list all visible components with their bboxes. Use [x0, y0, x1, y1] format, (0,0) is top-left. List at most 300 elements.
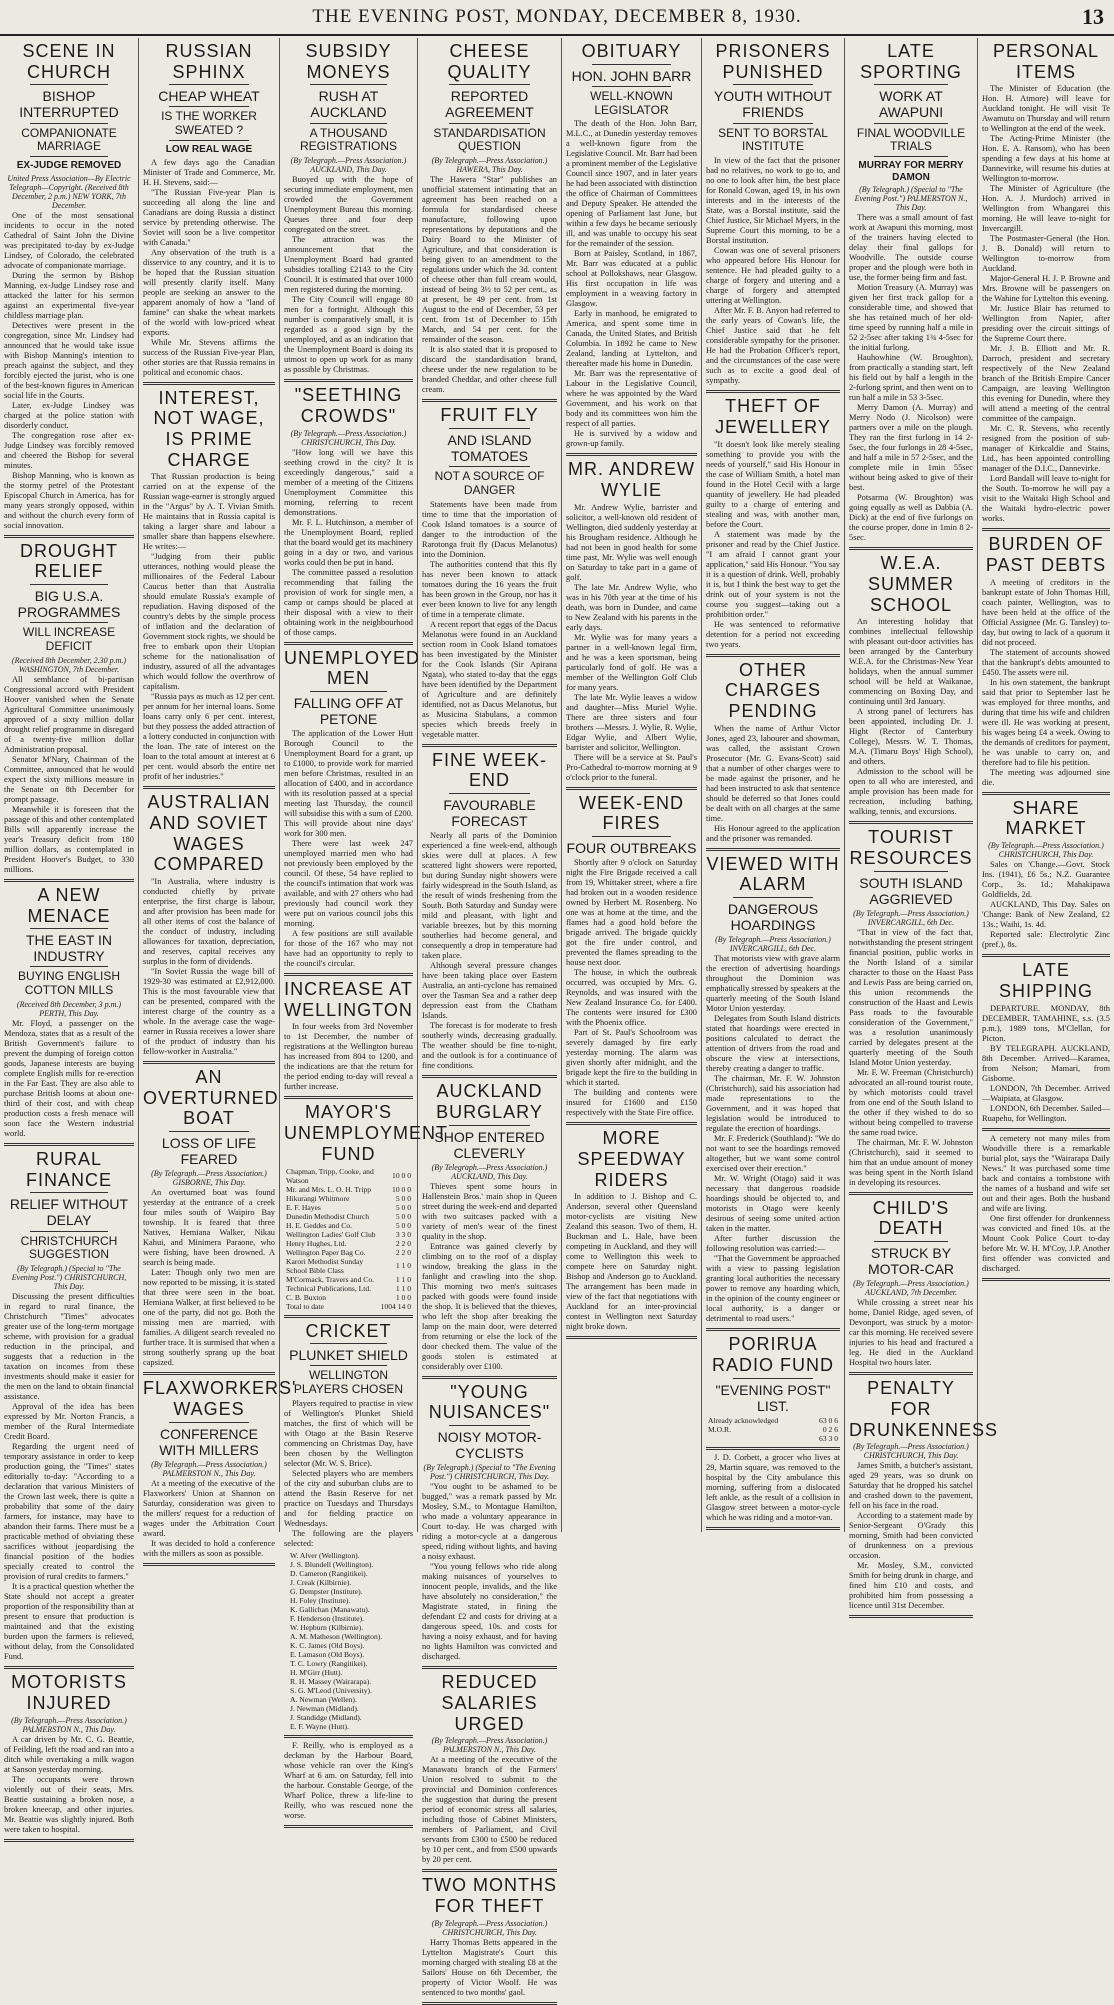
article-divider — [982, 954, 1110, 957]
paragraph: Approval of the idea has been expressed by Mr. Norton Francis, a member of the Rural Intermediate Credit Board. — [4, 1402, 134, 1442]
article-body — [422, 831, 557, 1071]
article-body — [849, 1298, 973, 1368]
table-row — [284, 1203, 413, 1212]
paragraph: A few days ago the Canadian Minister of Trade and Commerce, Mr. H. H. Stevens, said:— — [143, 157, 275, 187]
paragraph: Mr. J. B. Elliott and Mr. R. Darroch, president and secretary respectively of the New Zealand branch of the British Empire Cancer Campaign, are leaving Wellington this evening for Dunedin, where they will attend a meeting of the central committee of the campaign. — [982, 344, 1110, 424]
table-cell-name: Hikurangi Whitmore — [286, 1193, 350, 1203]
article-divider — [422, 1376, 557, 1379]
headline-rule — [592, 64, 671, 65]
subheadline: STANDARDISATION QUESTION — [433, 125, 546, 154]
article — [706, 854, 840, 1325]
column-5 — [562, 38, 702, 1532]
list-item: E. F. Wayne (Hutt). — [290, 1721, 349, 1731]
article — [849, 827, 973, 1188]
table-cell-amount: 2 2 0 — [395, 1238, 411, 1248]
paragraph: The application of the Lower Hutt Borough Council to the Unemployment Board for a grant, up to £1000, to provide work for married men before Christmas, resulted in an allocation of £400, and in accordance with its resolution passed at a special meeting last Thursday, the council will subsidise this with a sum of £200. This will provide about nine days' work for 300 men. — [284, 729, 413, 839]
table-cell-amount: 5 0 0 — [395, 1193, 411, 1203]
list-item: A. Newman (Wellen). — [290, 1694, 357, 1704]
table-row — [706, 1425, 840, 1434]
column-8 — [978, 38, 1114, 1532]
paragraph: Merry Damon (A. Murray) and Merry Nodo (J. Nicolson) were partners over a mile on the plough. They ran the first furlong in 14 2-5sec, the four furlongs in 28 4-5sec, and half a mile in 57 2-5sec, and the complete mile in 1min 55sec without being asked to give of their best. — [849, 403, 973, 493]
paragraph: The Minister of Education (the Hon. H. Atmore) will leave for Auckland tonight. He will visit Te Awamutu on Thursday and will return to Wellington at the end of the week. — [982, 84, 1110, 134]
paragraph: Mr. C. R. Stevens, who recently resigned from the position of sub-manager of Kirkcaldie and Stains, Ltd., has been appointed controlling manager of the D.I.C., Dannevirke. — [982, 424, 1110, 474]
paragraph: The Acting-Prime Minister (the Hon. E. A. Ransom), who has been spending a few days at his home at Dannevirke, will resume his duties at Wellington to-morrow. — [982, 134, 1110, 184]
headline-rule — [30, 584, 108, 585]
subheadline: NOT A SOURCE OF DANGER — [434, 469, 545, 497]
article — [143, 41, 275, 378]
paragraph: "That in view of the fact that, notwithstanding the present stringent financial position, public works in the North Island of a similar character to those on the Haast Pass and Lewis Pass are being carried on, this union recommends the construction of the Haast and Lewis Pass roads to the favourable consideration of the Government," was a resolution unanimously carried by delegates present at the quarterly meeting of the South Island Motor Union yesterday. — [849, 927, 973, 1067]
headline: PRISONERS PUNISHED — [715, 41, 831, 82]
paragraph: Admission to the school will be open to all who are interested, and ample provision has been made for recreation, including bathing, walking, tennis, and excursions. — [849, 767, 973, 817]
article-body — [422, 1482, 557, 1662]
subheadline: RELIEF WITHOUT DELAY — [9, 1196, 129, 1229]
article — [284, 1741, 413, 1821]
article — [422, 750, 557, 1072]
dateline: (By Telegraph.—Press Association.) INVERCARGILL, 6th Dec. — [853, 908, 969, 927]
headline-rule — [169, 106, 248, 107]
article-body — [849, 928, 973, 1188]
headline-rule — [169, 1131, 248, 1132]
table-cell-amount: 63 3 0 — [819, 1433, 838, 1443]
dateline: (By Telegraph.—Press Association.) CHRISTCHURCH, This Day. — [988, 841, 1104, 860]
headline-rule — [169, 84, 248, 85]
dateline: (Received 8th December, 2.30 p.m.) WASHINGTON, 7th December. — [11, 655, 127, 674]
headline: TWO MONTHS FOR THEFT — [422, 1875, 557, 1917]
headline-rule — [449, 1125, 530, 1126]
list-item: J. Standidge (Midland). — [290, 1712, 362, 1722]
subheadline: LOSS OF LIFE FEARED — [161, 1135, 257, 1168]
article — [143, 1067, 279, 1368]
article-body — [982, 1134, 1110, 1274]
paragraph: His Honour agreed to the application and the prisoner was remanded. — [706, 823, 840, 843]
list-item: K. C. James (Old Boys). — [290, 1640, 365, 1650]
subheadline: FALLING OFF AT PETONE — [293, 694, 404, 727]
paragraph: At a meeting of the executive of the Manawatu branch of the Farmers' Union resolved to submit to the provincial and Dominion conferences the suggestion that during the present period of economic stress all salaries, including those of Cabinet Ministers, members of Parliament, and Civil servants from £300 to £500 be reduced by 10 per cent., and from £500 upwards by 20 per cent. — [422, 1755, 557, 1865]
article-body — [422, 175, 557, 395]
article-divider — [143, 382, 275, 385]
headline: DROUGHT RELIEF — [20, 540, 118, 582]
article-divider — [982, 528, 1110, 531]
subheadline: IS THE WORKER SWEATED ? — [161, 109, 257, 138]
paragraph: The occupants were thrown violently out of their seats, Mrs. Beattie sustaining a broken nose, a broken kneecap, and other injuries. Mr. Beattie was slightly injured. Both were taken to hospital. — [4, 1774, 134, 1834]
article — [566, 41, 697, 449]
table-cell-amount: 5 0 0 — [395, 1202, 411, 1212]
paragraph: It was decided to hold a conference with the millers as soon as possible. — [143, 1538, 275, 1558]
article-divider — [4, 535, 134, 538]
paragraph: Players required to practise in view of Wellington's Plunket Shield matches, the first of which will be with Otago at the Basin Reserve commencing on Christmas Day, have been chosen by the Wellington selector (Mr. W. S. Brice). — [284, 1398, 413, 1468]
paragraph: Lord Bandall will leave to-night for the South. To-morrow he will pay a visit to the Waitaki High School and the Waitaki hydro-electric power works. — [982, 474, 1110, 524]
headline-rule — [30, 123, 108, 124]
headline-rule — [30, 622, 108, 623]
table-cell-name: H. E. Geddes and Co. — [286, 1220, 353, 1230]
headline: AN OVERTURNED BOAT — [143, 1067, 279, 1129]
paragraph: Detectives were present in the congregation, since Mr. Lindsey had announced that he would take issue with Bishop Manning's intention to preach against the subject, and they forcibly ejected the jurist, who is one of the best-known figures in American social life in the Courts. — [4, 320, 134, 400]
article-body — [566, 503, 697, 783]
article — [284, 647, 421, 970]
table-row — [284, 1185, 413, 1194]
article — [706, 1334, 840, 1443]
table-row — [284, 1230, 413, 1239]
paragraph: Delegates from South Island districts stated that hoardings were erected in positions calculated to detract the attention of drivers from the road and obscure the view at intersections, thereby creating a danger to traffic. — [706, 1014, 840, 1074]
paragraph: In view of the fact that the prisoner had no relatives, no work to go to, and no one to look after him, the best place for Ronald Cowan, aged 19, in his own interests and in the interests of the State, was a Borstal institute, said the Chief Justice, Sir Michael Myers, in the Supreme Court this morning, to be a Borstal institution. — [706, 156, 840, 246]
table-row — [284, 1284, 413, 1293]
headline-rule — [449, 466, 530, 467]
subheadline: HON. JOHN BARR — [571, 67, 692, 84]
subheadline: REPORTED AGREEMENT — [445, 88, 534, 121]
headline: FLAXWORKERS' WAGES — [143, 1378, 297, 1419]
paragraph: Mr. Andrew Wylie, barrister and solicitor, a well-known old resident of Wellington, died suddenly yesterday at his Brougham residence. Although he had not been in good health for some time past, Mr. Wylie was well enough on Saturday to take part in a game of golf. — [566, 502, 697, 582]
article-body — [706, 724, 840, 844]
headline-rule — [874, 1241, 948, 1242]
article-divider — [422, 1869, 557, 1872]
list-item: J. Creak (Kilbirnie). — [290, 1577, 352, 1587]
subheadline: WELL-KNOWN LEGISLATOR — [590, 88, 673, 117]
table-cell-amount: 5 0 0 — [395, 1211, 411, 1221]
headline-rule — [592, 86, 671, 87]
table-cell-amount: 3 3 0 — [395, 1229, 411, 1239]
paragraph: The committee passed a resolution recommending that failing the provision of work for single men, a camp or camps should be placed at their disposal with a view to their obtaining work in the neighbourhood of those camps. — [284, 567, 413, 637]
headline: RURAL FINANCE — [25, 1148, 112, 1190]
table-row — [284, 1194, 413, 1203]
headline-rule — [310, 84, 387, 85]
headline-rule — [733, 1378, 813, 1379]
paragraph: A recent report that eggs of the Dacus Melanotus were found in an Auckland section room in Cook Island tomatoes has been investigated by the Minister for the Cook Islands (Sir Apirana Ngata), who stated to-day that the eggs have been identified by the Department of Agriculture and are definitely identified, not as Dacus Melanotus, but as Musicina Stabulans, a common species which breeds freely in vegetable matter. — [422, 619, 557, 739]
paragraph: There was a small amount of fast work at Awapuni this morning, most of the trainers having elected to delay their final gallops for Woodville. The outside course proper and the plough were both in use, the former being firm and fast. — [849, 213, 973, 283]
subheadline: SHOP ENTERED CLEVERLY — [434, 1128, 545, 1161]
article — [422, 1672, 557, 1865]
list-item: W. Hepburn (Kilbirnie). — [290, 1622, 364, 1632]
paragraph: Hauhowhine (W. Broughton), from practically a standing start, left his field out by half a length in the 2-furlong sprint, and then went on to run half a mile in 53 3-5sec. — [849, 353, 973, 403]
paragraph: He was sentenced to reformative detention for a period not exceeding two years. — [706, 619, 840, 649]
article-divider — [849, 1615, 973, 1618]
article — [284, 1321, 413, 1731]
article — [422, 1382, 557, 1663]
paragraph: Reported sale: Electrolytic Zinc (pref.), 8s. — [982, 930, 1110, 950]
paragraph: In addition to J. Bishop and C. Anderson, several other Queensland motor-cyclists are visiting New Zealand this season. Two of them, H. Buckman and L. Hale, have been competing in Auckland, and they will come to Wellington this week to compete here on Saturday night. Bishop and Anderson go to Auckland. The arrangement has been made in view of the fact that negotiations with Auckland for an inter-provincial contest in Wellington next Saturday night broke down. — [566, 1192, 697, 1332]
headline-rule — [30, 1231, 108, 1232]
paragraph: "How long will we have this seething crowd in the city? It is exceedingly dangerous," said a member of a meeting of the Citizens Unemployment Committee this morning, referring to recent demonstrations. — [284, 447, 413, 517]
article — [4, 885, 134, 1139]
paragraph: James Smith, a butcher's assistant, aged 29 years, was so drunk on Saturday that he dropped his satchel and crashed down to the pavement, fell on his face in the road. — [849, 1461, 973, 1511]
headline: TOURIST RESOURCES — [849, 827, 973, 868]
paragraph: Nearly all parts of the Dominion experienced a fine week-end, although skies were dull at places. A few scattered light showers were reported, but during Sunday night showers were fairly widespread in the South Island, as the result of winds freshening from the South. Both Saturday and Sunday were mild and pleasant, with light and variable breezes, but by this morning southerlies had become general, and consequently a drop in temperature had taken place. — [422, 831, 557, 961]
paragraph: The following are the players selected: — [284, 1528, 413, 1548]
headline: "SEETHING CROWDS" — [294, 385, 403, 426]
article-divider — [284, 1825, 413, 1828]
table-row — [284, 1212, 413, 1221]
table-cell-name — [706, 1434, 808, 1443]
article-divider — [566, 787, 697, 790]
headline: REDUCED SALARIES URGED — [441, 1672, 538, 1734]
paragraph: One of the most sensational incidents to occur in the noted Cathedral of Saint John the Divine was precipitated to-day by ex-Judge Lindsey, of Colorado, the celebrated advocate of companionate marriage. — [4, 210, 134, 270]
table-row — [706, 1416, 840, 1425]
paragraph: There were last week 247 unemployed married men who had not previously been employed by the council. Of these, 54 have replied to the council's intimation that work was available, and with 27 others who had previously had council work they were put on various council jobs this morning. — [284, 839, 413, 929]
table-cell-name: M'Cormack, Travers and Co. — [286, 1274, 375, 1284]
paragraph: When the name of Arthur Victor Jones, aged 23, labourer and showman, was called, the assistant Crown Prosecutor (Mr. G. Evans-Scott) said that a number of other charges were to be made against the prisoner, and he had been instructed to ask that sentence should be deferred so that Jones could be dealt with on all charges at the same time. — [706, 723, 840, 823]
subheadline: EX-JUDGE REMOVED — [16, 160, 122, 172]
dateline: (By Telegraph.—Press Association.) CHRISTCHURCH, This Day. — [290, 428, 407, 447]
paragraph: He is survived by a widow and grown-up family. — [566, 429, 697, 449]
paragraph: Mr. W. Wright (Otago) said it was necessary that dangerous roadside hoardings should be objected to, and motorists in Otago were keenly desirous of seeing some united action taken in the matter. — [706, 1174, 840, 1234]
headline-rule — [310, 123, 387, 124]
table-cell-amount: 2 2 0 — [395, 1247, 411, 1257]
paragraph: Born at Paisley, Scotland, in 1867, Mr. Barr was educated at a public school at Pollokshaws, near Glasgow. His first occupation in life was employment in a weaving factory in Glasgow. — [566, 249, 697, 309]
article-body — [422, 1755, 557, 1865]
headline-rule — [449, 1425, 530, 1426]
paragraph: That Russian production is being carried on at the expense of the Russian wage-earner is strongly argued in the "Argus" by A. T. Vivian Smith. He maintains that in Russia capital is taking a larger share and labour a smaller share than happens elsewhere. He writes:— — [143, 472, 275, 552]
paragraph: According to a statement made by Senior-Sergeant O'Grady this morning, Smith had been convicted of drunkenness on a previous occasion. — [849, 1511, 973, 1561]
article-divider — [143, 1061, 275, 1064]
paragraph: A car driven by Mr. C. G. Beattie, of Feilding, left the road and ran into a ditch while overtaking a milk wagon at Sanson yesterday morning. — [4, 1734, 134, 1774]
fund-table — [284, 1167, 413, 1311]
headline: AUCKLAND BURGLARY — [436, 1081, 543, 1122]
paragraph: A strong panel of lecturers has been appointed, including Dr. J. Hight (Rector of Canterbury College), Messrs. W. T. Thomas, M.A. (Timaru Boys' High School), and others. — [849, 707, 973, 767]
paragraph: "You young fellows who ride along making nuisances of yourselves to innocent people, invalids, and the like have absolutely no consideration," the Magistrate stated, in fining the defendant £2 and costs for driving at a dangerous speed, 10s. and costs for having a noisy exhaust, and for having no lights Hamilton was convicted and discharged. — [422, 1562, 557, 1662]
headline-rule — [874, 123, 948, 124]
headline: PENALTY FOR DRUNKENNESS — [849, 1378, 999, 1440]
article-divider — [284, 1315, 413, 1318]
paragraph: Shortly after 9 o'clock on Saturday night the Fire Brigade received a call from 19, Whittaker street, where a fire had broken out in a wooden residence owned by Herbert M. Rosenberg. No one was at home at the time, and the flames had a good hold before the brigade arrived. The brigade quickly got the fire under control, and prevented the flames spreading to the house next door. — [566, 858, 697, 968]
table-cell-name: Karori Methodist Sunday School Bible Class — [286, 1256, 364, 1275]
headline: AUSTRALIAN AND SOVIET WAGES COMPARED — [147, 792, 271, 875]
paragraph: Mr. F. W. Freeman (Christchurch) advocated an all-round tourist route, by which motorists could travel from one end of the South Island to the other if they wished to do so without being compelled to traverse the same road twice. — [849, 1067, 973, 1137]
headline-rule — [449, 428, 530, 429]
paragraph: Mr. F. L. Hutchinson, a member of the Unemployment Board, replied that the board would get its machinery going in a day or two, and various works could then be put in hand. — [284, 517, 413, 567]
dateline: United Press Association—By Electric Telegraph—Copyright. (Received 8th December, 2 p.m.) NEW YORK, 7th December. — [7, 173, 131, 210]
fund-table — [706, 1416, 840, 1443]
headline: RUSSIAN SPHINX — [165, 41, 253, 82]
article-divider — [849, 821, 973, 824]
table-cell-name: Dunedin Methodist Church — [286, 1211, 370, 1221]
paragraph: The forecast is for moderate to fresh southerly winds, decreasing gradually. The weather should be fine to-night, and the outlook is for a continuance of fine conditions. — [422, 1021, 557, 1071]
article-body — [849, 213, 973, 543]
headline: MORE SPEEDWAY RIDERS — [577, 1128, 686, 1190]
article-body — [284, 1741, 413, 1821]
dateline: (By Telegraph.—Press Association.) AUCKLAND, This Day. — [290, 156, 407, 175]
headline: LATE SPORTING — [860, 41, 962, 82]
paragraph: Mr. Justice Blair has returned to Wellington from Napier, after presiding over the circuit sittings of the Supreme Court there. — [982, 304, 1110, 344]
subheadline: DANGEROUS HOARDINGS — [727, 900, 819, 934]
subheadline: THE EAST IN INDUSTRY — [25, 932, 113, 965]
dateline: (By Telegraph.—Press Association.) GISBORNE, This Day. — [151, 1169, 267, 1188]
paragraph: DEPARTURE. MONDAY, 8th DECEMBER. TAMAHINE, s.s. (3.5 p.m.), 1989 tons, M'Clellan, for Picton. — [982, 1003, 1110, 1043]
masthead-title: THE EVENING POST, MONDAY, DECEMBER 8, 1930. — [312, 6, 802, 27]
paragraph: The death of the Hon. John Barr, M.L.C., at Dunedin yesterday removes a well-known figure from the Legislative Council. Mr. Barr had been a prominent member of the Legislative Council since 1907, and in later years he had been associated with distinction the office of Chairman of Committees and Deputy Speaker. He attended the opening of Parliament last June, but within a few days he became seriously ill, and was unable to occupy his seat for the remainder of the session. — [566, 119, 697, 249]
article-divider — [706, 1527, 840, 1530]
paragraph: The Minister of Agriculture (the Hon. A. J. Murdoch) arrived in Wellington from Whangarei this morning. He will leave to-night for Invercargill. — [982, 184, 1110, 234]
paragraph: J. D. Corbett, a grocer who lives at 29, Martin square, was removed to the hospital by the City ambulance this morning, suffering from a dislocated left ankle, as the result of a collision in Glasgow street between a motor-cycle which he was riding and a motor-van. — [706, 1452, 840, 1522]
column-4 — [418, 38, 562, 1997]
paragraph: Later: Though only two men are now reported to be missing, it is stated that three were seen in the boat. Hemiana Walker, at first believed to be one of the party, did not go. Both the missing men are married, with families. A diligent search revealed no further trace. It is surmised that when a strong southerly sprang up the boat capsized. — [143, 1268, 275, 1368]
headline-rule — [30, 966, 108, 967]
article-body — [706, 954, 840, 1324]
players-list — [284, 1551, 413, 1731]
table-cell-name: M.O.R. — [708, 1424, 731, 1434]
article-body — [143, 877, 275, 1057]
article — [849, 1378, 999, 1611]
table-row — [284, 1221, 413, 1230]
article-divider — [566, 453, 697, 456]
paragraph: LONDON, 6th December. Sailed—Ruapehu, for Wellington. — [982, 1103, 1110, 1123]
subheadline: WORK AT AWAPUNI — [878, 88, 944, 121]
article-divider — [284, 642, 413, 645]
paragraph: Meanwhile it is foreseen that the passage of this and other contemplated Bills will apparently increase the year's Treasury deficit from 180 million dollars, as contemplated in President Hoover's Budget, to 330 millions. — [4, 804, 135, 874]
paragraph: That motorists view with grave alarm the erection of advertising hoardings throughout the Dominion was emphatically stressed by speakers at the quarterly meeting of the South Island Motor Union yesterday. — [706, 954, 840, 1014]
paragraph: While Mr. Stevens affirms the success of the Russian Five-year Plan, other stories are that Russia remains in political and economic chaos. — [143, 337, 275, 377]
paragraph: Mr. Floyd, a passenger on the Mendoza, states that as a result of the British Government's failure to prevent the dumping of foreign cotton goods, Japanese interests are buying complete English mills for re-erection in the Far East. They are also able to purchase British looms at about one-third of their cost, and with cheap production costs a fresh menace will soon face the Western industrial world. — [4, 1018, 134, 1138]
subheadline: SOUTH ISLAND AGGRIEVED — [859, 874, 963, 907]
table-cell-name: Wellington Ladies' Golf Club — [286, 1229, 376, 1239]
article — [706, 660, 840, 844]
subheadline: CHRISTCHURCH SUGGESTION — [20, 1233, 118, 1262]
paragraph: Entrance was gained cleverly by climbing on to the roof of a display window, breaking the glass in the fanlight and crawling into the shop. This morning two men's suitcases packed with goods were found inside the shop. It is believed that the thieves, who left the shop after breaking the lamp on the main door, were deterred from returning or else the lock of the door checked them. The value of the goods stolen is estimated at considerably over £100. — [422, 1241, 557, 1371]
article — [566, 459, 697, 782]
paragraph: While crossing a street near his home, Daniel Ridge, aged seven, of Devonport, was struck by a motor-car this morning. He received severe injuries to his head and fractured a leg. He died in the Auckland Hospital two hours later. — [849, 1298, 973, 1368]
article-body — [143, 1479, 275, 1559]
headline-rule — [874, 871, 948, 872]
article-divider — [706, 390, 840, 393]
article-body — [982, 860, 1110, 950]
table-cell-amount: 1 1 0 — [395, 1283, 411, 1293]
list-item: F. Henderson (Institute). — [290, 1613, 365, 1623]
article-body — [849, 1461, 973, 1611]
article — [849, 553, 973, 817]
paragraph: Statements have been made from time to time that the importation of Cook Island tomatoes is a source of danger to the introduction of the Rarotonga fruit fly (Dacus Melanotus) into the Dominion. — [422, 499, 557, 559]
article — [4, 41, 134, 531]
article — [706, 396, 840, 649]
paragraph: Part of St. Paul's Schoolroom was severely damaged by fire early yesterday morning. The alarm was given shortly after midnight, and the brigade kept the fire to the building in which it started. — [566, 1028, 697, 1088]
paragraph: Cowan was one of several prisoners who appeared before His Honour for sentence. He had pleaded guilty to a charge of forgery and uttering and a charge of forgery and attempted uttering at Wellington. — [706, 246, 840, 306]
paragraph: In four weeks from 3rd November to 1st December, the number of registrations at the Wellington bureau has increased from 804 to 1200, and the indications are that the return for the period ending to-day will reveal a further increase. — [284, 1022, 413, 1092]
list-item: W. Alver (Wellington). — [290, 1550, 360, 1560]
article-divider — [422, 2002, 557, 2005]
paragraph: The Hawera "Star" publishes an unofficial statement intimating that an agreement has been reached on a formula for standardised cheese manufacture, following upon representations by deputations and the Dairy Board to the Minister of Agriculture, and that consideration is being given to an amendment to the regulations under which the 3d. content of cheese other than full cream would, instead of being 3½ to 52 per cent., as at present, be 49 per cent. from 1st August to the end of December, 53 per cent. from 1st of December to 15th March, and 54 per cent. for the remainder of the season. — [422, 175, 557, 345]
headline-rule — [30, 156, 108, 157]
table-cell-amount: 0 2 6 — [822, 1424, 838, 1434]
article — [566, 793, 697, 1118]
headline-rule — [449, 84, 530, 85]
subheadline: MURRAY FOR MERRY DAMON — [858, 160, 964, 183]
article-divider — [982, 1128, 1110, 1131]
headline: CRICKET — [305, 1320, 392, 1341]
table-row — [284, 1248, 413, 1257]
paragraph: The statement of accounts showed that the bankrupt's debts amounted to £450. The assets were nil. — [982, 647, 1110, 677]
article — [982, 960, 1110, 1123]
dateline: (By Telegraph.) (Special to "The Evening Post.") CHRISTCHURCH, This Day. — [423, 1463, 556, 1482]
article — [143, 792, 275, 1057]
paragraph: The house, in which the outbreak occurred, was occupied by Mrs. G. Reynolds, and was insured with the New Zealand Insurance Co. for £400. The contents were insured for £300 with the Phoenix office. — [566, 968, 697, 1028]
paragraph: A statement was made by the prisoner and read by the Chief Justice. "I am afraid I cannot grant your application," said His Honour. "You say it is a question of drink. Well, probably it is, but I think the best way to get the drink out of your system is not the course you suggest—taking out a prohibition order." — [706, 529, 840, 619]
paragraph: Mr. Barr was the representative of Labour in the Legislative Council, where he was appointed by the Ward Government, and his work on that body and its committees won him the respect of all parties. — [566, 369, 697, 429]
article-divider — [4, 879, 134, 882]
subheadline: SENT TO BORSTAL INSTITUTE — [718, 125, 828, 154]
headline: THEFT OF JEWELLERY — [715, 396, 831, 437]
subheadline: LOW REAL WAGE — [165, 144, 253, 156]
table-cell-name: C. B. Buxton — [286, 1292, 327, 1302]
subheadline: YOUTH WITHOUT FRIENDS — [713, 88, 833, 121]
headline: INTEREST, NOT WAGE, IS PRIME CHARGE — [153, 387, 265, 470]
subheadline: AND ISLAND TOMATOES — [447, 431, 532, 464]
paragraph: Selected players who are members of the city and suburban clubs are to attend the Basin Reserve for net practice on Tuesdays and Thursdays and for fielding practice on Wednesdays. — [284, 1468, 413, 1528]
article-body — [4, 1735, 134, 1835]
paragraph: All semblance of bi-partisan Congressional accord with President Hoover vanished when the Senate Agricultural Committee unanimously approved of a sixty million dollar drought relief programme in disregard of a twenty-five million dollar Administration proposal. — [4, 674, 134, 754]
headline: WEEK-END FIRES — [578, 792, 684, 834]
paragraph: AUCKLAND, This Day. Sales on 'Change: Bank of New Zealand, £2 13s.; Waihi, 1s. 4d. — [982, 900, 1110, 930]
paragraph: After further discussion the following resolution was carried:— — [706, 1234, 840, 1254]
article-divider — [284, 1096, 413, 1099]
paragraph: Early in manhood, he emigrated to America, and spent some time in Canada, the United States, and British Columbia. In 1892 he came to New Zealand, landing at Lyttelton, and thereafter made his home in Dunedin. — [566, 309, 697, 369]
paragraph: In his own statement, the bankrupt said that prior to September last he was employed for three months, and during that time his wife and children were ill. He was working at present, his wages being £4 a week. Owing to the demands of creditors for payment, he was unable to carry on, and therefore had to file his petition. — [982, 677, 1110, 767]
article-body — [422, 1182, 557, 1372]
article — [849, 1198, 973, 1369]
headline: PERSONAL ITEMS — [992, 41, 1100, 82]
headline-rule — [874, 156, 948, 157]
headline: OTHER CHARGES PENDING — [724, 659, 821, 721]
headline: PORIRUA RADIO FUND — [712, 1334, 834, 1375]
headline-rule — [733, 123, 813, 124]
table-cell-amount: 1 1 0 — [395, 1274, 411, 1284]
dateline: (Received 8th December, 3 p.m.) PERTH, This Day. — [16, 999, 122, 1018]
paragraph: The attraction was the announcement that the Unemployment Board had granted subsidies totalling £2143 to the City Council. It is estimated that over 1000 men registered during the morning. — [284, 235, 413, 295]
subheadline: NOISY MOTOR-CYCLISTS — [437, 1429, 542, 1462]
columns-container — [0, 38, 1114, 1997]
table-cell-amount: 1 0 0 — [395, 1292, 411, 1302]
column-2 — [139, 38, 297, 1558]
paragraph: The meeting was adjourned sine die. — [982, 767, 1110, 787]
article-body — [706, 156, 840, 386]
dateline: (By Telegraph.) (Special to "The Evening Post.") CHRISTCHURCH, This Day. — [11, 1264, 127, 1292]
column-1 — [0, 38, 139, 1834]
article-divider — [4, 1666, 134, 1669]
article-body — [284, 175, 413, 375]
paragraph: The late Mr. Wylie leaves a widow and daughter—Miss Muriel Wylie. There are three sisters and four brothers —Messrs. J. Wylie, R. Wylie, Edgar Wylie, and Albert Wylie, barrister and solicitor, Wellington. — [566, 692, 697, 752]
paragraph: Mr. Mosley, S.M., convicted Smith for being drunk in charge, and fined him £10 and costs, and prohibited him from possessing a licence until 31st December. — [849, 1561, 973, 1611]
article-divider — [566, 1336, 697, 1339]
table-row — [284, 1239, 413, 1248]
subheadline: PLUNKET SHIELD — [289, 1347, 408, 1364]
paragraph: The City Council will engage 80 men for a fortnight. Although this number is comparatively small, it is regarded as a good sign by the unemployed, and as an indication that the Unemployment Board is doing its utmost to open up work for as many as possible by Christmas. — [284, 295, 413, 375]
paragraph: The late Mr. Andrew Wylie, who was in his 70th year at the time of his death, was born in Dundee, and came to New Zealand with his parents in the early days. — [566, 582, 697, 632]
article-body — [706, 440, 840, 650]
column-7 — [845, 38, 999, 1611]
table-cell-name: Mr. and Mrs. L. O. H. Tripp — [286, 1184, 372, 1194]
article — [4, 1149, 134, 1662]
headline-rule — [592, 836, 671, 837]
paragraph: Senator M'Nary, Chairman of the Committee, announced that he would expect the sixty millions measure in the Senate on 8th December for prompt passage. — [4, 754, 134, 804]
table-cell-name: Total to date — [286, 1301, 324, 1311]
paragraph: Mr. Wylie was for many years a partner in a well-known legal firm, and he was a keen sportsman, being particularly fond of golf. He was a member of the Wellington Golf Club for many years. — [566, 632, 697, 692]
paragraph: LONDON, 7th December. Arrived—Waipiata, at Glasgow. — [982, 1083, 1110, 1103]
article — [982, 798, 1110, 950]
headline: SCENE IN CHURCH — [22, 41, 116, 82]
article-divider — [706, 848, 840, 851]
paragraph: At a meeting of the executive of the Flaxworkers' Union at Shannon on Saturday, consideration was given to the millers' request for a reduction of wages under the Arbitration Court award. — [143, 1478, 275, 1538]
article-body — [284, 1022, 413, 1092]
subheadline: A THOUSAND REGISTRATIONS — [299, 125, 398, 154]
paragraph: A meeting of creditors in the bankrupt estate of John Thomas Hill, coach painter, Wellington, was to have been held at the office of the Official Assignee (Mr. G. Tansley) to-day, but owing to lack of a quorum it did not proceed. — [982, 577, 1110, 647]
headline: INCREASE AT WELLINGTON — [284, 979, 413, 1020]
article-divider — [706, 654, 840, 657]
list-item: D. Cameron (Rangitikei). — [290, 1568, 368, 1578]
paragraph: The chairman, Mr. F. W. Johnston (Christchurch), said his association had made representations to the Government, and it was hoped that legislation would be introduced to regulate the erection of hoardings. — [706, 1074, 840, 1134]
paragraph: "Russia pays as much as 12 per cent. per annum for her internal loans. Some loans carry only 6 per cent. interest, but they possess the added attraction of a lottery conducted in conjunction with the loan. The rate of interest on the loan to the total amount at interest at 6 per cent. would absorb the entire net profit of her industries." — [143, 692, 275, 782]
dateline: (By Telegraph.—Press Association.) CHRISTCHURCH, This Day. — [853, 1442, 969, 1461]
paragraph: An overturned boat was found yesterday at the entrance of a creek four miles south of Waipiro Bay township. It is feared that three Natives, Hemiana Walker, Nikau Kahui, and Minimera Paraone, who were fishing, have been drowned. A search is being made. — [143, 1188, 275, 1268]
column-3 — [280, 38, 449, 1820]
article-body — [4, 675, 134, 875]
table-cell-amount: 10 0 0 — [392, 1171, 411, 1181]
article — [4, 541, 134, 875]
